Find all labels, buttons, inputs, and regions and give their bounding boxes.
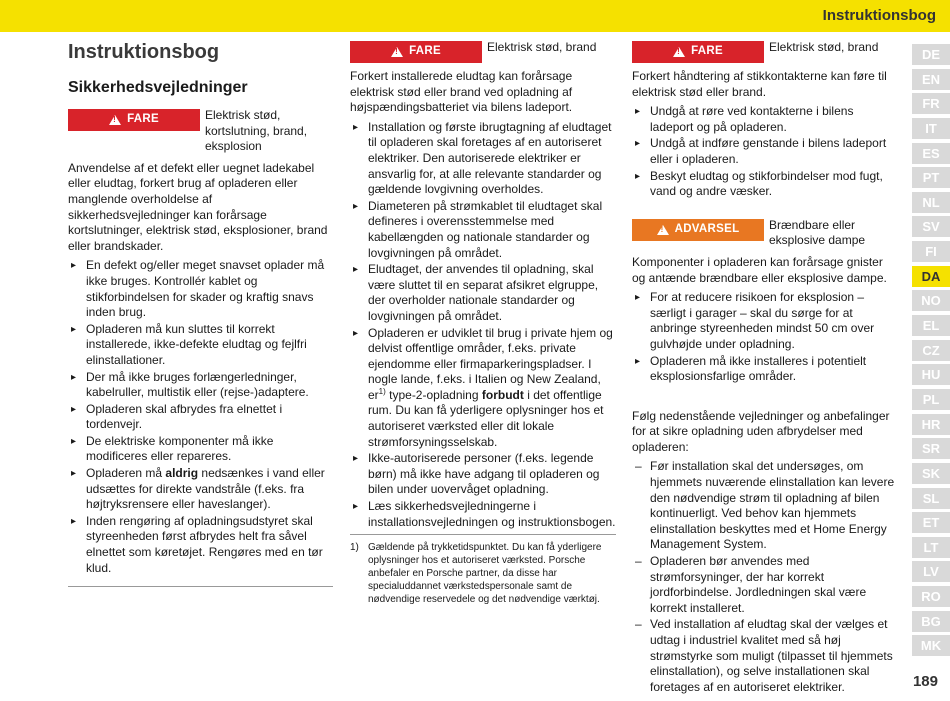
language-tab-cz[interactable]: CZ xyxy=(912,340,950,361)
list-item: ▸ Installation og første ibrugtagning af eludtaget til opladeren skal foretages af en autoriseret elektriker. Den autoriserede elektriker er ansvarlig for, at alle relevante standarder og gældende lovgivning overholdes. xyxy=(350,120,616,198)
caution-warning xyxy=(632,218,897,249)
page-number: 189 xyxy=(912,673,938,690)
text-span: type-2-opladning xyxy=(385,387,482,402)
language-tab-fr[interactable]: FR xyxy=(912,93,950,114)
language-tab-sk[interactable]: SK xyxy=(912,463,950,484)
list-item: ▸ Diameteren på strømkablet til eludtaget skal defineres i overensstemmelse med kabellængden og nationale standarder og lovgivningen på området. xyxy=(350,199,616,261)
list-item: ▸ Undgå at røre ved kontakterne i bilens ladeport og på opladeren. xyxy=(632,104,897,135)
text-span: nedsænkes i vand eller udsættes for direkte vandstråle (f.eks. fra højtryksrensere eller haveslanger). xyxy=(86,466,325,512)
warning-triangle-icon xyxy=(657,225,669,235)
language-tab-hu[interactable]: HU xyxy=(912,364,950,385)
danger-warning xyxy=(350,40,616,63)
list-item: – Ved installation af eludtag skal der vælges et udtag i industriel kvalitet med så høj strømstyrke som muligt (tilpasset til hjemmets elinstallation), og selve installationen skal foretages af en autoriseret elektriker. xyxy=(632,617,897,695)
language-tab-sl[interactable]: SL xyxy=(912,488,950,509)
divider xyxy=(68,586,333,587)
contact-list xyxy=(632,104,897,200)
text-span: Opladeren må xyxy=(86,466,166,481)
language-tab-et[interactable]: ET xyxy=(912,512,950,533)
list-item: ▸ En defekt og/eller meget snavset oplader må ikke bruges. Kontrollér kablet og stikforbindelsen for skader og kraftig snavs inden brug. xyxy=(68,258,333,320)
column-1 xyxy=(68,40,333,587)
text-span: i det offentlige rum. Du kan få yderligere oplysninger hos et autoriseret værksted eller dit lokale strømforsyningsselskab. xyxy=(368,387,604,449)
footnote xyxy=(350,541,616,606)
language-tab-lv[interactable]: LV xyxy=(912,561,950,582)
language-tab-it[interactable]: IT xyxy=(912,118,950,139)
warning-triangle-icon xyxy=(673,47,685,57)
text-span: Opladeren er udviklet til brug i private hjem og delvist offentlige områder, f.eks. private ejendomme eller firmaparkeringspladser. I nogle lande, f.eks. i Italien og New Zealand, er xyxy=(368,325,613,402)
language-tab-bg[interactable]: BG xyxy=(912,611,950,632)
header-title: Instruktionsbog xyxy=(822,7,936,24)
list-item: – Opladeren bør anvendes med strømforsyninger, der har korrekt jordforbindelse. Jordledningen skal være korrekt installeret. xyxy=(632,554,897,616)
language-tab-pl[interactable]: PL xyxy=(912,389,950,410)
language-tab-hr[interactable]: HR xyxy=(912,414,950,435)
warning-triangle-icon xyxy=(109,115,121,125)
danger-badge xyxy=(68,109,200,131)
language-tab-es[interactable]: ES xyxy=(912,143,950,164)
explosion-list xyxy=(632,290,897,385)
bold-text: forbudt xyxy=(481,387,524,402)
divider xyxy=(350,534,616,535)
language-tab-lt[interactable]: LT xyxy=(912,537,950,558)
list-item: ▸ De elektriske komponenter må ikke modificeres eller repareres. xyxy=(68,434,333,465)
language-tabs xyxy=(912,44,950,660)
caution-warning-text: Brændbare eller eksplosive dampe xyxy=(769,217,866,248)
list-item: ▸ Undgå at indføre genstande i bilens ladeport eller i opladeren. xyxy=(632,136,897,167)
list-item: ▸ Ikke-autoriserede personer (f.eks. legende børn) må ikke have adgang til opladeren og bilen under uovervåget opladning. xyxy=(350,451,616,498)
language-tab-sv[interactable]: SV xyxy=(912,216,950,237)
intro-paragraph: Anvendelse af et defekt eller uegnet ladekabel eller eludtag, forkert brug af opladeren eller manglende overholdelse af sikkerhedsvejledninger kan forårsage kortslutninger, elektrisk stød, eksplosioner, brand eller brandskader. xyxy=(68,160,328,253)
language-tab-sr[interactable]: SR xyxy=(912,438,950,459)
list-item: ▸ Opladeren må kun sluttes til korrekt installerede, ikke-defekte eludtag og fejlfri elinstallationer. xyxy=(68,322,333,369)
header-bar xyxy=(0,0,950,32)
language-tab-fi[interactable]: FI xyxy=(912,241,950,262)
list-item: ▸ Beskyt eludtag og stikforbindelser mod fugt, vand og andre væsker. xyxy=(632,169,897,200)
column-3 xyxy=(632,40,897,699)
page-title: Instruktionsbog xyxy=(68,41,220,63)
footnote-ref: 1) xyxy=(378,386,386,396)
list-item xyxy=(68,466,333,513)
language-tab-da[interactable]: DA xyxy=(912,266,950,287)
language-tab-pt[interactable]: PT xyxy=(912,167,950,188)
caution-badge-label: ADVARSEL xyxy=(674,222,740,235)
danger-badge-label: FARE xyxy=(691,45,723,58)
intro-paragraph: Forkert håndtering af stikkontakterne kan føre til elektrisk stød eller brand. xyxy=(632,69,887,99)
footnote-number: 1) xyxy=(350,542,359,554)
language-tab-nl[interactable]: NL xyxy=(912,192,950,213)
language-tab-el[interactable]: EL xyxy=(912,315,950,336)
column-2 xyxy=(350,40,616,606)
caution-badge xyxy=(632,219,764,241)
list-item: ▸ Opladeren skal afbrydes fra elnettet i tordenvejr. xyxy=(68,402,333,433)
danger-badge xyxy=(350,41,482,63)
danger-badge xyxy=(632,41,764,63)
list-item: ▸ Læs sikkerhedsvejledningerne i installationsvejledningen og instruktionsbogen. xyxy=(350,499,616,530)
language-tab-no[interactable]: NO xyxy=(912,290,950,311)
intro-paragraph: Komponenter i opladeren kan forårsage gnister og antænde brændbare eller eksplosive dampe. xyxy=(632,254,887,285)
danger-warning-text: Elektrisk stød, kortslutning, brand, eksplosion xyxy=(205,108,308,154)
danger-warning-text: Elektrisk stød, brand xyxy=(487,40,597,54)
warning-triangle-icon xyxy=(391,47,403,57)
list-item: ▸ Eludtaget, der anvendes til opladning, skal være sluttet til en separat afsikret elgruppe, der overholder nationale standarder og lovgivningen på området. xyxy=(350,262,616,324)
recommendation-list xyxy=(632,459,897,695)
list-item: ▸ Inden rengøring af opladningsudstyret skal styreenheden først afbrydes helt fra såvel elnettet som køretøjet. Rengøres med en tør klud. xyxy=(68,514,333,576)
list-item xyxy=(350,326,616,451)
safety-list xyxy=(68,258,333,576)
list-item: ▸ Der må ikke bruges forlængerledninger, kabelruller, multistik eller (rejse-)adaptere. xyxy=(68,370,333,401)
language-tab-de[interactable]: DE xyxy=(912,44,950,65)
bold-text: aldrig xyxy=(165,466,199,481)
list-item: ▸ Opladeren må ikke installeres i potentielt eksplosionsfarlige områder. xyxy=(632,354,897,385)
section-title: Sikkerhedsvejledninger xyxy=(68,79,248,96)
intro-paragraph: Følg nedenstående vejledninger og anbefalinger for at sikre opladning uden afbrydelser med opladeren: xyxy=(632,408,890,454)
danger-warning xyxy=(68,108,333,155)
language-tab-mk[interactable]: MK xyxy=(912,635,950,656)
danger-badge-label: FARE xyxy=(127,113,159,126)
danger-warning xyxy=(632,40,897,63)
installation-list xyxy=(350,120,616,530)
language-tab-ro[interactable]: RO xyxy=(912,586,950,607)
danger-badge-label: FARE xyxy=(409,45,441,58)
intro-paragraph: Forkert installerede eludtag kan forårsage elektrisk stød eller brand ved opladning af højspændingsbatteriet via bilens ladeport. xyxy=(350,69,573,115)
danger-warning-text: Elektrisk stød, brand xyxy=(769,40,879,54)
list-item: ▸ For at reducere risikoen for eksplosion – særligt i garager – skal du sørge for at anbringe styreenheden mindst 50 cm over gulvhøjde under opladning. xyxy=(632,290,897,352)
language-tab-en[interactable]: EN xyxy=(912,69,950,90)
list-item: – Før installation skal det undersøges, om hjemmets nuværende elinstallation kan levere den nødvendige strøm til opladning af bilen kontinuerligt. Ved behov kan hjemmets elinstallation beskyttes med et Home Energy Management System. xyxy=(632,459,897,553)
footnote-text: Gældende på trykketidspunktet. Du kan få yderligere oplysninger hos et autoriseret værksted. Porsche anbefaler en Porsche partner, da disse har specialuddannet værkstedspersonale samt de nødvendige reservedele og det nødvendige værktøj. xyxy=(368,542,602,606)
